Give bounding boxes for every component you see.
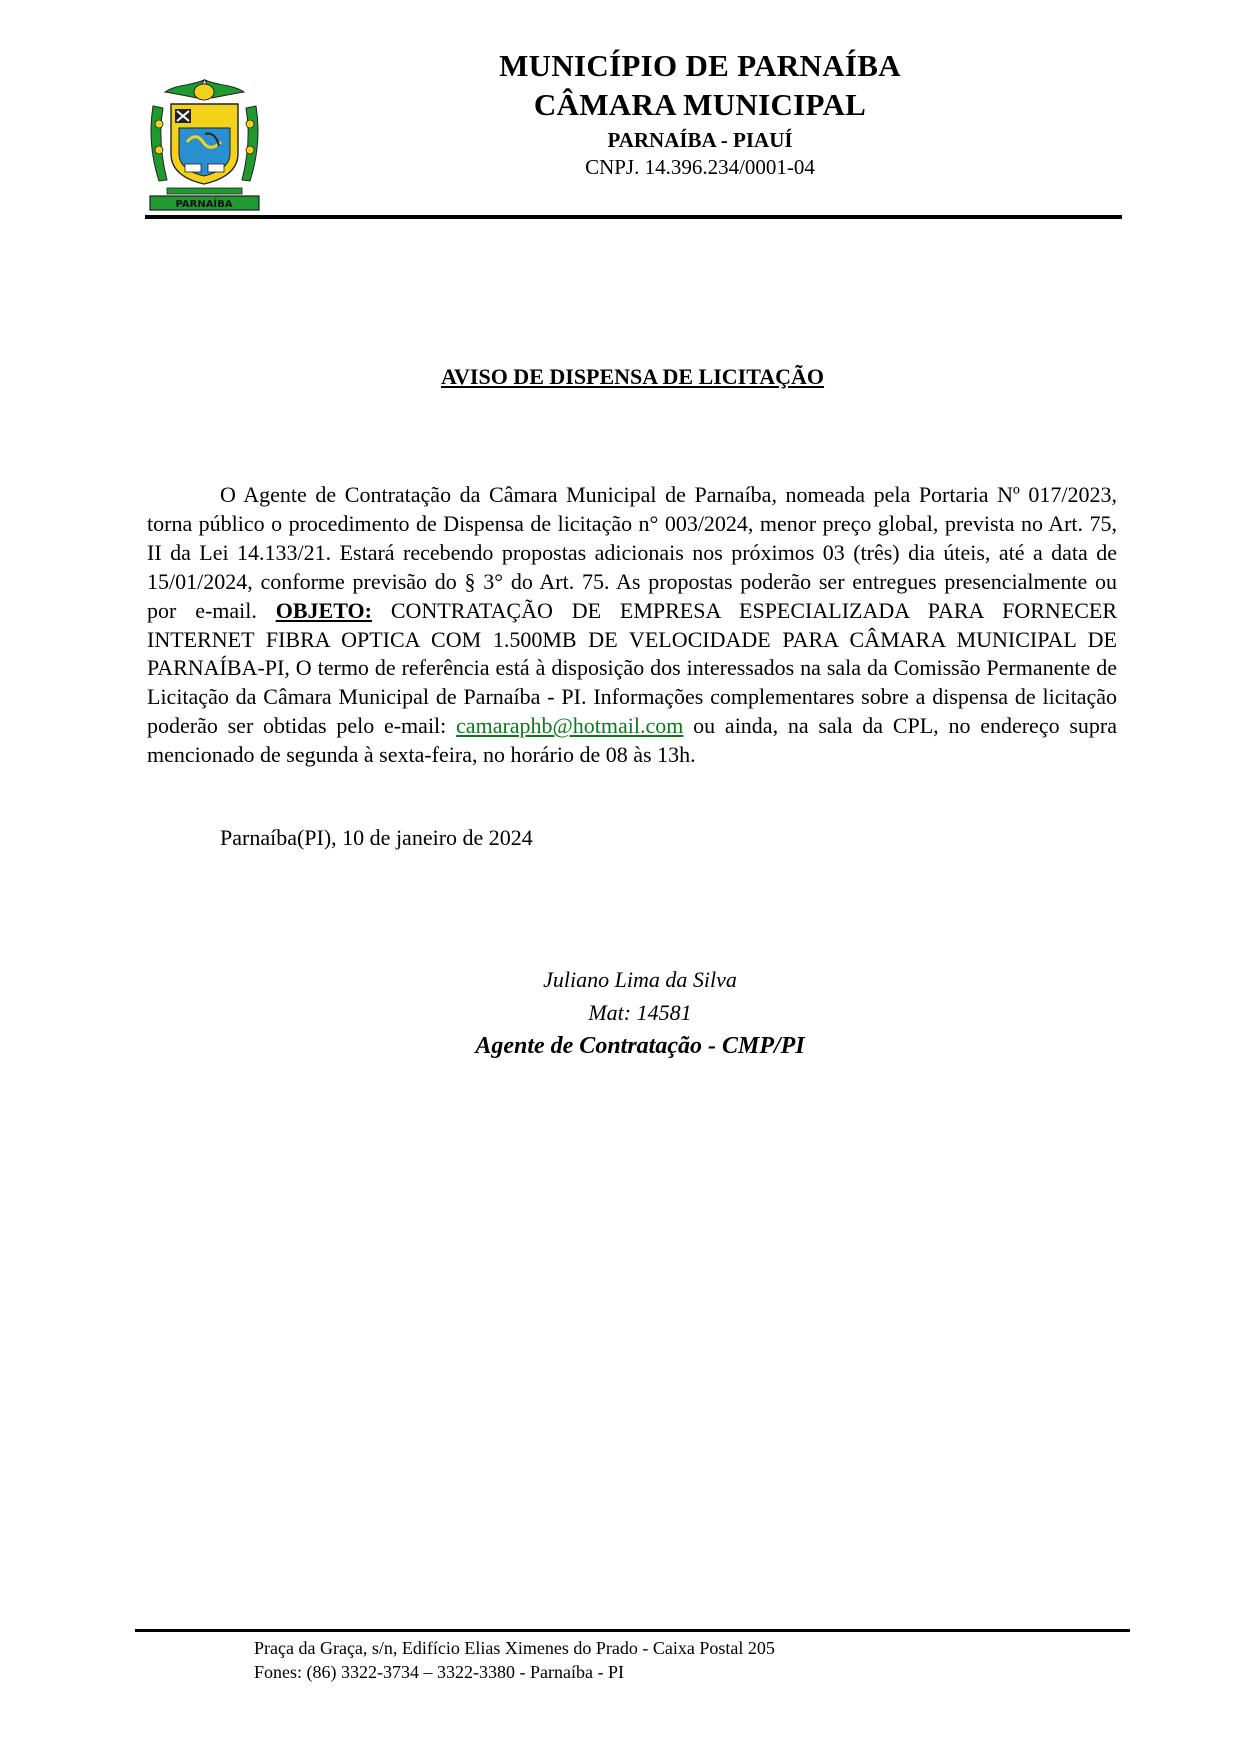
- signer-registration: Mat: 14581: [588, 1000, 692, 1025]
- chamber-title: CÂMARA MUNICIPAL: [533, 87, 867, 122]
- footer-divider: [135, 1629, 1130, 1632]
- body-text-1: O Agente de Contratação da Câmara Municipal de Parnaíba, nomeada pela Portaria Nº 017/2023, torna público o procedimento de Dispensa de licitação n° 003/2024, menor preço global, prevista no Art. 75, II da Lei 14.133/21. Estará recebendo propostas adicionais nos próximos 03 (três) dia úteis, até a data de 15/01/2024, conforme previsão do § 3° do Art. 75. As propostas poderão ser entregues presencialmente ou por e-mail.: [147, 482, 1117, 623]
- header-divider: [145, 215, 1122, 219]
- signer-name: Juliano Lima da Silva: [543, 967, 737, 992]
- notice-title: AVISO DE DISPENSA DE LICITAÇÃO: [440, 364, 825, 389]
- email-link[interactable]: camaraphb@hotmail.com: [456, 713, 684, 739]
- signer-role: Agente de Contratação - CMP/PI: [475, 1033, 805, 1059]
- coat-of-arms-logo: [147, 76, 262, 214]
- objeto-label: OBJETO:: [275, 597, 372, 623]
- body-text-3: ou ainda, na sala da CPL, no endereço supra mencionado de segunda à sexta-feira, no horário de 08 às 13h.: [147, 713, 1117, 768]
- municipality-title: MUNICÍPIO DE PARNAÍBA: [499, 48, 901, 83]
- notice-date: Parnaíba(PI), 10 de janeiro de 2024: [220, 825, 533, 850]
- footer-phones: Fones: (86) 3322-3734 – 3322-3380 - Parnaíba - PI: [254, 1662, 624, 1682]
- cnpj: CNPJ. 14.396.234/0001-04: [585, 155, 815, 179]
- crest-banner-text: PARNAÍBA: [175, 199, 233, 210]
- city-state: PARNAÍBA - PIAUÍ: [607, 128, 793, 152]
- notice-body: [147, 481, 1117, 770]
- body-text-2: CONTRATAÇÃO DE EMPRESA ESPECIALIZADA PARA FORNECER INTERNET FIBRA OPTICA COM 1.500MB DE VELOCIDADE PARA CÂMARA MUNICIPAL DE PARNAÍBA-PI, O termo de referência está à disposição dos interessados na sala da Comissão Permanente de Licitação da Câmara Municipal de Parnaíba - PI. Informações complementares sobre a dispensa de licitação poderão ser obtidas pelo e-mail:: [147, 597, 1117, 739]
- footer-address: Praça da Graça, s/n, Edifício Elias Ximenes do Prado - Caixa Postal 205: [254, 1638, 775, 1658]
